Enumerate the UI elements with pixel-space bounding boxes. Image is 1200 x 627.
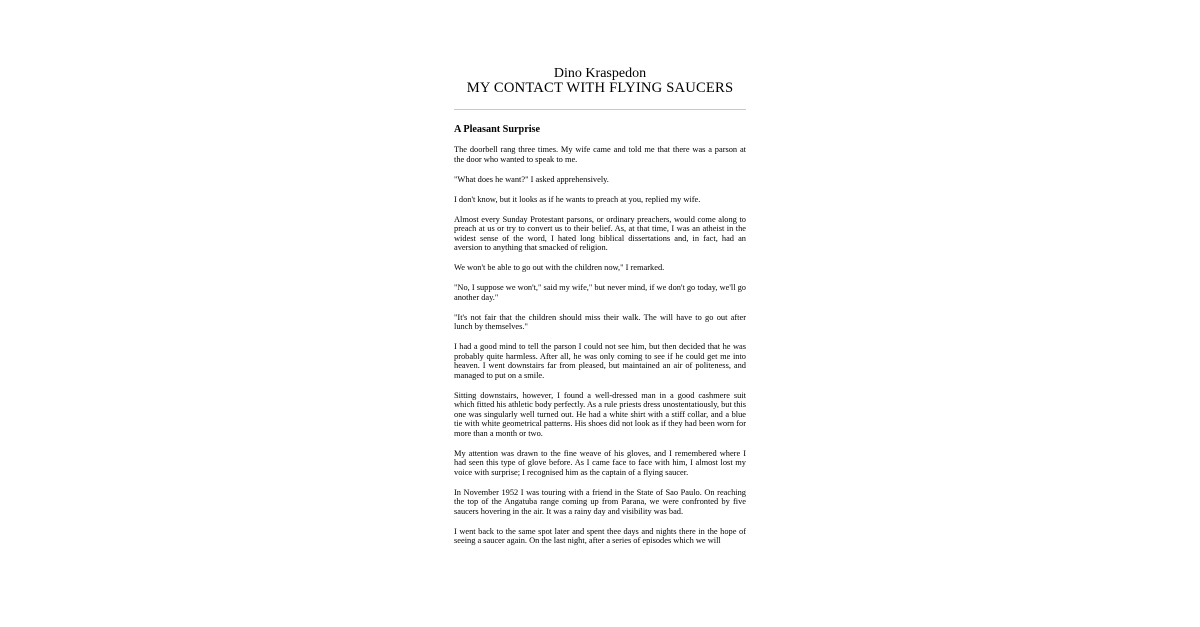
header-divider xyxy=(454,109,746,110)
paragraph: My attention was drawn to the fine weave of his gloves, and I remembered where I had seen this type of glove before. As I came face to face with him, I almost lost my voice with surprise; I recognised him as the captain of a flying saucer. xyxy=(454,448,746,477)
paragraph: In November 1952 I was touring with a friend in the State of Sao Paulo. On reaching the top of the Angatuba range coming up from Parana, we were confronted by five saucers hovering in the air. It was a rainy day and visibility was bad. xyxy=(454,487,746,516)
author-name: Dino Kraspedon xyxy=(553,66,647,81)
paragraph: I had a good mind to tell the parson I could not see him, but then decided that he was probably quite harmless. After all, he was only coming to see if he could get me into heaven. I went downstairs far from pleased, but maintained an air of politeness, and managed to put on a smile. xyxy=(454,342,746,380)
body-text xyxy=(454,145,746,546)
paragraph: "No, I suppose we won't," said my wife," but never mind, if we don't go today, we'll go another day." xyxy=(454,283,746,302)
document-header xyxy=(454,66,746,96)
paragraph: I went back to the same spot later and spent thee days and nights there in the hope of seeing a saucer again. On the last night, after a series of episodes which we will xyxy=(454,526,746,545)
paragraph: The doorbell rang three times. My wife came and told me that there was a parson at the door who wanted to speak to me. xyxy=(454,145,746,164)
paragraph: "It's not fair that the children should miss their walk. The will have to go out after lunch by themselves." xyxy=(454,312,746,331)
paragraph: I don't know, but it looks as if he wants to preach at you, replied my wife. xyxy=(454,194,701,204)
chapter-title: A Pleasant Surprise xyxy=(454,124,541,135)
paragraph: Sitting downstairs, however, I found a well-dressed man in a good cashmere suit which fitted his athletic body perfectly. As a rule priests dress unostentatiously, but this one was singularly well turned out. He had a white shirt with a stiff collar, and a blue tie with white geometrical patterns. His shoes did not look as if they had been worn for more than a month or two. xyxy=(454,390,746,438)
book-title: MY CONTACT WITH FLYING SAUCERS xyxy=(466,80,734,96)
document-page xyxy=(454,66,746,556)
paragraph: "What does he want?" I asked apprehensively. xyxy=(454,174,609,184)
paragraph: Almost every Sunday Protestant parsons, or ordinary preachers, would come along to preach at us or try to convert us to their belief. As, at that time, I was an atheist in the widest sense of the word, I hated long biblical dissertations and, in fact, had an aversion to anything that smacked of religion. xyxy=(454,214,746,252)
paragraph: We won't be able to go out with the children now," I remarked. xyxy=(454,263,665,272)
